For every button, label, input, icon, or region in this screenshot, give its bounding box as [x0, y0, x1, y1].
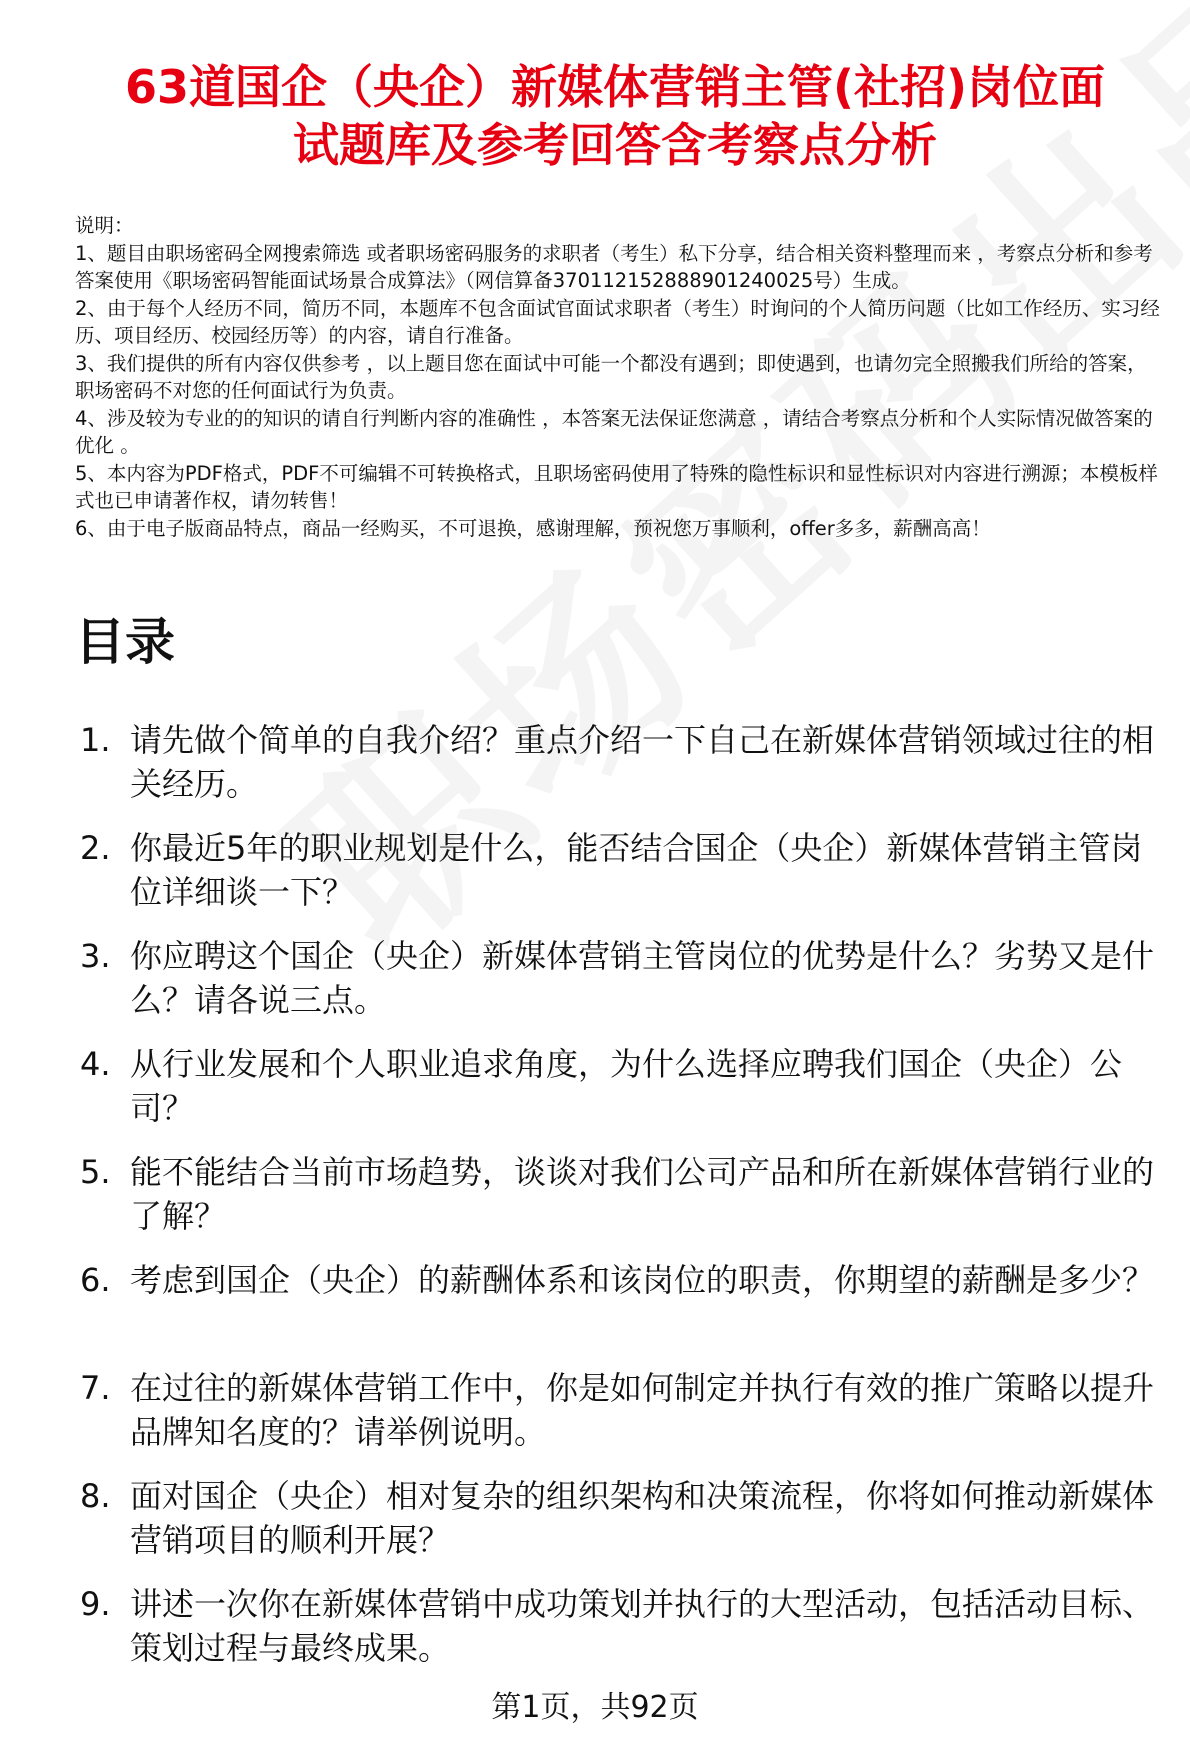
toc-item-number: 9.: [80, 1585, 111, 1623]
page-number: 第1页，共92页: [491, 1690, 699, 1725]
toc-item-number: 3.: [80, 937, 111, 975]
toc-item[interactable]: [75, 1582, 1165, 1670]
toc-item[interactable]: [75, 826, 1165, 914]
toc-item[interactable]: [75, 1150, 1165, 1238]
toc-item[interactable]: [75, 1366, 1165, 1454]
note-item-1: 1、题目由职场密码全网搜索筛选 或者职场密码服务的求职者（考生）私下分享，结合相关资料整理而来 ，考察点分析和参考答案使用《职场密码智能面试场景合成算法》（网信算备370112152888901240025号）生成。: [75, 241, 1153, 292]
toc-item-text: 请先做个简单的自我介绍？重点介绍一下自己在新媒体营销领域过往的相关经历。: [130, 721, 1155, 803]
toc-item-number: 2.: [80, 829, 111, 867]
toc-item-number: 1.: [80, 721, 111, 759]
toc-item-number: 7.: [80, 1369, 111, 1407]
toc-item-number: 4.: [80, 1045, 111, 1083]
toc-item[interactable]: [75, 1042, 1165, 1130]
note-item-2: 2、由于每个人经历不同，简历不同，本题库不包含面试官面试求职者（考生）时询问的个人简历问题（比如工作经历、实习经历、项目经历、校园经历等）的内容，请自行准备。: [75, 296, 1160, 347]
toc-item-number: 6.: [80, 1261, 111, 1299]
toc-item-text: 从行业发展和个人职业追求角度，为什么选择应聘我们国企（央企）公司？: [130, 1045, 1123, 1127]
toc-item-number: 5.: [80, 1153, 111, 1191]
toc-item-text: 能不能结合当前市场趋势，谈谈对我们公司产品和所在新媒体营销行业的了解？: [130, 1153, 1155, 1235]
note-item-3: 3、我们提供的所有内容仅供参考 ，以上题目您在面试中可能一个都没有遇到；即使遇到，也请勿完全照搬我们所给的答案，职场密码不对您的任何面试行为负责。: [75, 351, 1147, 402]
note-item-5: 5、本内容为PDF格式，PDF不可编辑不可转换格式，且职场密码使用了特殊的隐性标识和显性标识对内容进行溯源；本模板样式也已申请著作权，请勿转售！: [75, 461, 1158, 512]
toc-item-text: 在过往的新媒体营销工作中，你是如何制定并执行有效的推广策略以提升品牌知名度的？请举例说明。: [130, 1369, 1155, 1451]
toc-item[interactable]: [75, 1258, 1165, 1346]
title-line-2: 试题库及参考回答含考察点分析: [293, 118, 937, 172]
note-item-6: 6、由于电子版商品特点，商品一经购买，不可退换，感谢理解，预祝您万事顺利，offer多多，薪酬高高！: [75, 516, 991, 540]
notes-section: [75, 212, 1160, 542]
toc-item[interactable]: [75, 718, 1165, 806]
toc-item-text: 你最近5年的职业规划是什么，能否结合国企（央企）新媒体营销主管岗位详细谈一下？: [130, 829, 1143, 911]
toc-item-number: 8.: [80, 1477, 111, 1515]
title-line-1: 63道国企（央企）新媒体营销主管(社招)岗位面: [124, 60, 1106, 114]
notes-heading: 说明：: [75, 214, 134, 237]
toc-item-text: 面对国企（央企）相对复杂的组织架构和决策流程，你将如何推动新媒体营销项目的顺利开展？: [130, 1477, 1155, 1559]
toc-item-text: 讲述一次你在新媒体营销中成功策划并执行的大型活动，包括活动目标、策划过程与最终成果。: [130, 1585, 1155, 1667]
page-title: [60, 58, 1170, 174]
toc-list: [75, 718, 1165, 1690]
toc-item-text: 你应聘这个国企（央企）新媒体营销主管岗位的优势是什么？劣势又是什么？请各说三点。: [130, 937, 1155, 1019]
toc-item[interactable]: [75, 1474, 1165, 1562]
toc-item-text: 考虑到国企（央企）的薪酬体系和该岗位的职责，你期望的薪酬是多少？: [130, 1261, 1155, 1299]
toc-heading: 目录: [75, 613, 175, 671]
note-item-4: 4、涉及较为专业的的知识的请自行判断内容的准确性 ，本答案无法保证您满意 ，请结合考察点分析和个人实际情况做答案的优化 。: [75, 406, 1153, 457]
toc-item[interactable]: [75, 934, 1165, 1022]
